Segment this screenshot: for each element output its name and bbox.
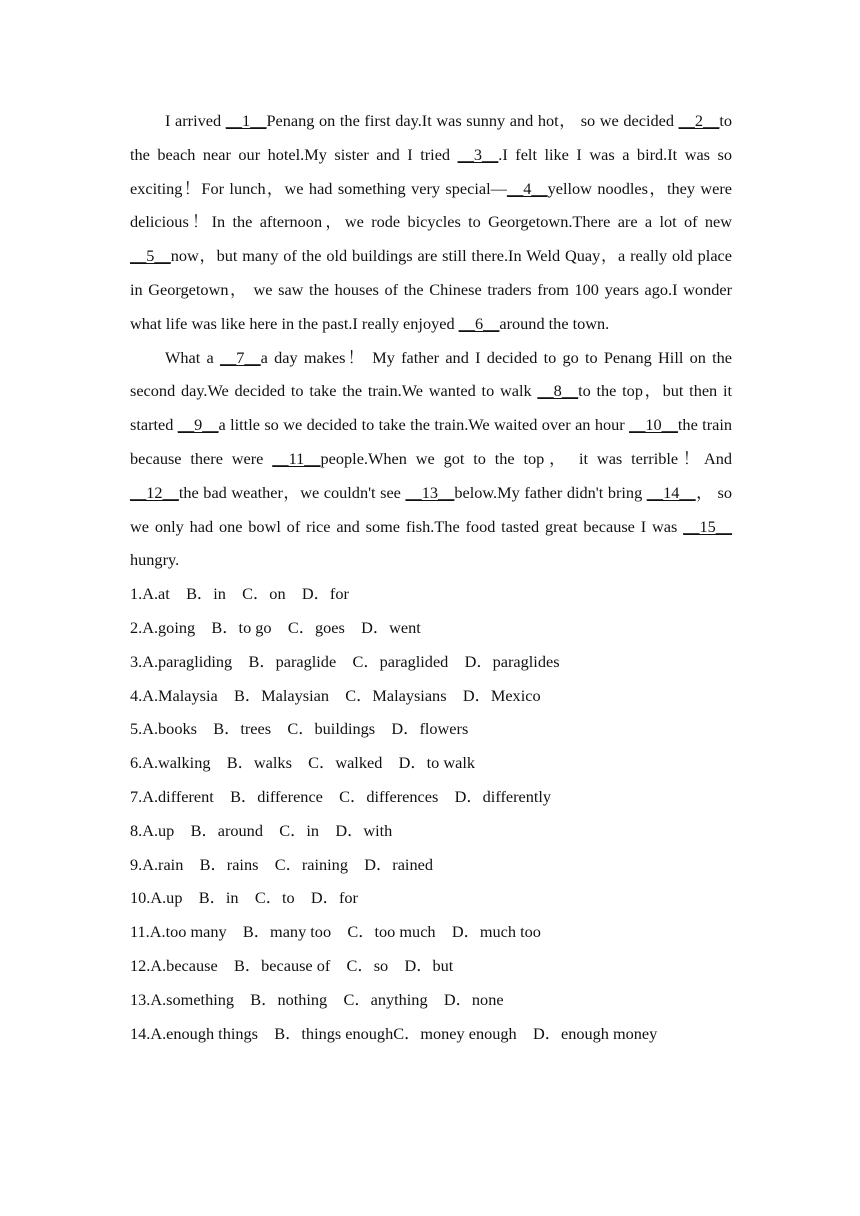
option-line: 14.A.enough things B．things enoughC．money enough D．enough money: [130, 1023, 658, 1043]
option-line: 7.A.different B．difference C．differences D．differently: [130, 786, 552, 806]
option-line: 13.A.something B．nothing C．anything D．none: [130, 989, 504, 1009]
passage-text: now，but many of the old buildings are still there.In Weld Quay，a really old place in Georgetown， we saw the houses of the Chinese traders from 100 years ago.I wonder what life was like here in the past.I really enjoyed: [130, 246, 732, 333]
passage-text: below.My father didn't bring: [454, 482, 647, 502]
blank-number: __6__: [458, 313, 500, 333]
passage-text: the bad weather，we couldn't see: [178, 482, 406, 502]
option-line: 10.A.up B．in C．to D．for: [130, 888, 358, 908]
option-line: 5.A.books B．trees C．buildings D．flowers: [130, 719, 469, 739]
blank-number: __12__: [130, 482, 179, 502]
passage-text: yellow noodles，they were delicious！In the afternoon，we rode bicycles to Georgetown.There are a lot of new: [130, 178, 733, 232]
blank-number: __13__: [405, 482, 455, 502]
passage-text: ， so we only had one bowl of rice and some fish.The food tasted great because I was: [130, 482, 732, 536]
option-line: 3.A.paragliding B．paraglide C．paraglided D．paraglides: [130, 651, 560, 671]
blank-number: __7__: [219, 347, 261, 367]
blank-number: __1__: [225, 111, 267, 130]
blank-number: __11__: [272, 448, 321, 468]
passage-text: to the top，but then it started: [130, 381, 732, 435]
blank-number: __14__: [646, 482, 696, 502]
option-line: 11.A.too many B．many too C．too much D．much too: [130, 922, 541, 942]
option-line: 1.A.at B．in C．on D．for: [130, 584, 349, 604]
blank-number: __5__: [130, 246, 171, 266]
worksheet-page: [130, 104, 732, 1050]
passage-text: around the town.: [499, 313, 610, 333]
option-line: 12.A.because B．because of C．so D．but: [130, 955, 454, 975]
option-line: 2.A.going B．to go C．goes D．went: [130, 617, 421, 637]
passage-text: a little so we decided to take the train.We waited over an hour: [218, 415, 630, 435]
passage-text: to the beach near our hotel.My sister and I tried: [130, 111, 732, 164]
passage-paragraph-1: [130, 104, 732, 341]
passage-paragraph-2: [130, 341, 732, 578]
blank-number: __2__: [678, 111, 720, 130]
passage-text: Penang on the first day.It was sunny and hot， so we decided: [266, 111, 679, 130]
passage-text: hungry.: [130, 550, 180, 570]
option-line: 4.A.Malaysia B．Malaysian C．Malaysians D．Mexico: [130, 685, 541, 705]
blank-number: __9__: [177, 415, 219, 435]
answer-options-list: [130, 577, 732, 1050]
passage-text: What a: [165, 347, 220, 367]
blank-number: __15__: [683, 516, 732, 536]
passage-text: .I felt like I was a bird.It was so exciting！For lunch，we had something very special—: [130, 144, 733, 198]
option-line: 9.A.rain B．rains C．raining D．rained: [130, 854, 433, 874]
blank-number: __10__: [629, 415, 678, 435]
blank-number: __3__: [457, 144, 499, 164]
passage-text: a day makes！ My father and I decided to go to Penang Hill on the second day.We decided to take the train.We wanted to walk: [130, 347, 733, 401]
passage-text: people.When we got to the top， it was terrible！And: [320, 448, 733, 468]
blank-number: __4__: [506, 178, 548, 198]
blank-number: __8__: [537, 381, 579, 401]
option-line: 8.A.up B．around C．in D．with: [130, 820, 393, 840]
option-line: 6.A.walking B．walks C．walked D．to walk: [130, 753, 476, 773]
passage-text: I arrived: [165, 111, 226, 130]
passage-text: the train because there were: [130, 415, 733, 468]
